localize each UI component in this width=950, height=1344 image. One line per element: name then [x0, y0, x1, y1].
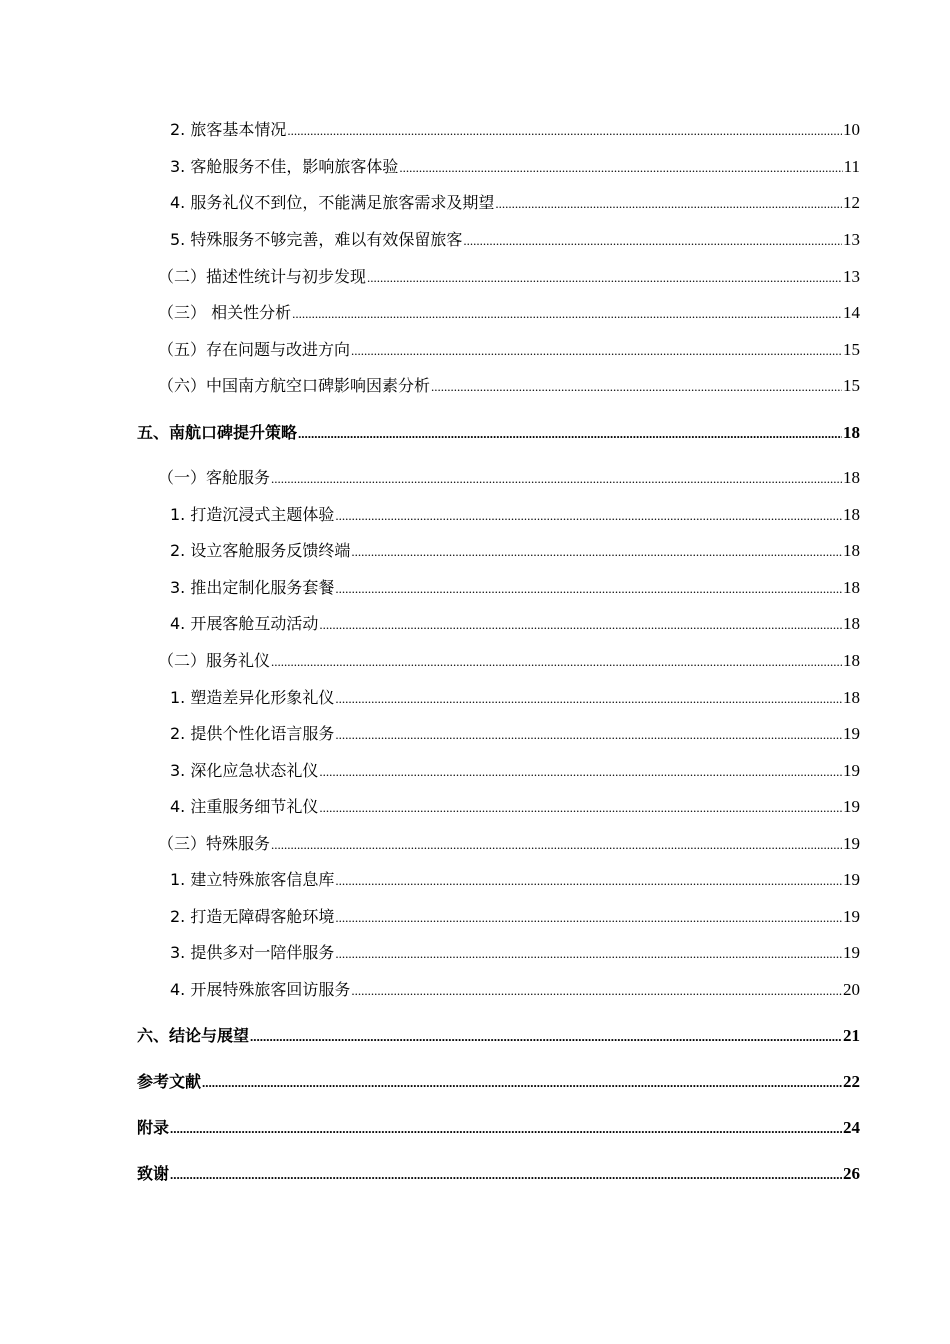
toc-leader — [351, 342, 842, 360]
toc-entry-page: 19 — [843, 943, 860, 962]
toc-entry-title: 1. 塑造差异化形象礼仪 — [170, 688, 335, 707]
toc-entry-title: 4. 注重服务细节礼仪 — [170, 797, 319, 816]
toc-entry[interactable] — [170, 116, 860, 140]
toc-entry-page: 11 — [843, 157, 860, 176]
toc-leader — [271, 470, 842, 488]
toc-entry-page: 24 — [843, 1118, 860, 1137]
toc-entry-title: 参考文献 — [137, 1072, 202, 1091]
toc-leader — [335, 580, 842, 598]
toc-entry-page: 19 — [843, 724, 860, 743]
toc-entry[interactable] — [170, 574, 860, 598]
toc-entry-page: 19 — [843, 797, 860, 816]
toc-entry[interactable] — [170, 757, 860, 781]
toc-entry-page: 18 — [843, 578, 860, 597]
toc-entry[interactable] — [170, 501, 860, 525]
toc-chapter[interactable] — [137, 419, 860, 443]
toc-leader — [271, 653, 842, 671]
toc-entry-page: 15 — [843, 340, 860, 359]
toc-entry-title: 5. 特殊服务不够完善，难以有效保留旅客 — [170, 230, 463, 249]
toc-entry-title: 3. 客舱服务不佳，影响旅客体验 — [170, 157, 399, 176]
toc-leader — [351, 543, 842, 561]
toc-entry[interactable] — [170, 610, 860, 634]
toc-leader — [335, 909, 842, 927]
toc-leader — [367, 269, 842, 287]
toc-leader — [250, 1028, 842, 1046]
toc-leader — [319, 763, 842, 781]
toc-entry[interactable] — [170, 226, 860, 250]
toc-chapter[interactable] — [137, 1160, 860, 1184]
toc-entry-page: 13 — [843, 230, 860, 249]
toc-entry-title: 2. 提供个性化语言服务 — [170, 724, 335, 743]
toc-entry-page: 18 — [843, 541, 860, 560]
toc-entry-page: 15 — [843, 376, 860, 395]
toc-entry-title: 4. 服务礼仪不到位，不能满足旅客需求及期望 — [170, 193, 495, 212]
toc-chapter[interactable] — [137, 1114, 860, 1138]
toc-entry-page: 19 — [843, 870, 860, 889]
toc-entry-title: （六）中国南方航空口碑影响因素分析 — [158, 376, 431, 395]
toc-entry-page: 18 — [843, 651, 860, 670]
toc-leader — [298, 425, 842, 443]
toc-entry-page: 18 — [843, 688, 860, 707]
toc-entry[interactable] — [158, 830, 860, 854]
toc-chapter[interactable] — [137, 1022, 860, 1046]
toc-leader — [170, 1166, 842, 1184]
toc-entry-title: （一）客舱服务 — [158, 468, 271, 487]
toc-entry[interactable] — [170, 684, 860, 708]
toc-leader — [287, 122, 842, 140]
toc-entry-page: 18 — [843, 423, 860, 442]
toc-entry[interactable] — [170, 189, 860, 213]
toc-entry[interactable] — [170, 793, 860, 817]
toc-entry-title: 4. 开展特殊旅客回访服务 — [170, 980, 351, 999]
toc-entry-title: 附录 — [137, 1118, 170, 1137]
toc-entry-title: 3. 深化应急状态礼仪 — [170, 761, 319, 780]
toc-entry-title: （二）描述性统计与初步发现 — [158, 267, 367, 286]
toc-leader — [335, 507, 842, 525]
toc-entry[interactable] — [170, 939, 860, 963]
toc-entry[interactable] — [158, 464, 860, 488]
toc-leader — [335, 945, 842, 963]
toc-leader — [335, 690, 842, 708]
toc-leader — [319, 799, 842, 817]
toc-entry[interactable] — [170, 903, 860, 927]
toc-entry-page: 12 — [843, 193, 860, 212]
toc-entry-title: （三） 相关性分析 — [158, 303, 292, 322]
toc-entry-title: 3. 推出定制化服务套餐 — [170, 578, 335, 597]
toc-entry[interactable] — [158, 299, 860, 323]
toc-entry-page: 18 — [843, 468, 860, 487]
toc-entry-title: 五、南航口碑提升策略 — [137, 423, 298, 442]
toc-entry-title: 六、结论与展望 — [137, 1026, 250, 1045]
toc-entry-title: 2. 打造无障碍客舱环境 — [170, 907, 335, 926]
toc-leader — [463, 232, 842, 250]
toc-entry-page: 18 — [843, 614, 860, 633]
toc-entry-page: 19 — [843, 907, 860, 926]
toc-entry-title: （二）服务礼仪 — [158, 651, 271, 670]
toc-entry[interactable] — [170, 976, 860, 1000]
toc-leader — [292, 305, 842, 323]
toc-leader — [399, 159, 842, 177]
toc-entry[interactable] — [170, 537, 860, 561]
toc-entry-page: 22 — [843, 1072, 860, 1091]
toc-entry-page: 18 — [843, 505, 860, 524]
toc-leader — [335, 726, 842, 744]
toc-entry-page: 21 — [843, 1026, 860, 1045]
toc-leader — [335, 872, 842, 890]
toc-entry-title: 1. 打造沉浸式主题体验 — [170, 505, 335, 524]
toc-entry-page: 19 — [843, 834, 860, 853]
toc-leader — [351, 982, 842, 1000]
toc-entry[interactable] — [170, 153, 860, 177]
toc-entry-page: 19 — [843, 761, 860, 780]
toc-entry[interactable] — [158, 647, 860, 671]
toc-entry-page: 10 — [843, 120, 860, 139]
toc-entry[interactable] — [158, 263, 860, 287]
toc-entry-title: 1. 建立特殊旅客信息库 — [170, 870, 335, 889]
toc-entry[interactable] — [170, 866, 860, 890]
toc-entry-title: （三）特殊服务 — [158, 834, 271, 853]
toc-entry-page: 26 — [843, 1164, 860, 1183]
toc-entry-page: 20 — [843, 980, 860, 999]
toc-leader — [170, 1120, 842, 1138]
toc-leader — [495, 195, 842, 213]
toc-entry-title: 4. 开展客舱互动活动 — [170, 614, 319, 633]
toc-entry-title: 致谢 — [137, 1164, 170, 1183]
toc-entry[interactable] — [158, 372, 860, 396]
toc-entry-title: 2. 旅客基本情况 — [170, 120, 287, 139]
toc-entry[interactable] — [158, 336, 860, 360]
toc-entry-title: （五）存在问题与改进方向 — [158, 340, 351, 359]
toc-entry-title: 3. 提供多对一陪伴服务 — [170, 943, 335, 962]
toc-entry-page: 13 — [843, 267, 860, 286]
toc-entry-title: 2. 设立客舱服务反馈终端 — [170, 541, 351, 560]
toc-leader — [431, 378, 842, 396]
toc-leader — [271, 836, 842, 854]
toc-leader — [202, 1074, 842, 1092]
toc-entry-page: 14 — [843, 303, 860, 322]
toc-chapter[interactable] — [137, 1068, 860, 1092]
toc-entry[interactable] — [170, 720, 860, 744]
toc-leader — [319, 616, 842, 634]
